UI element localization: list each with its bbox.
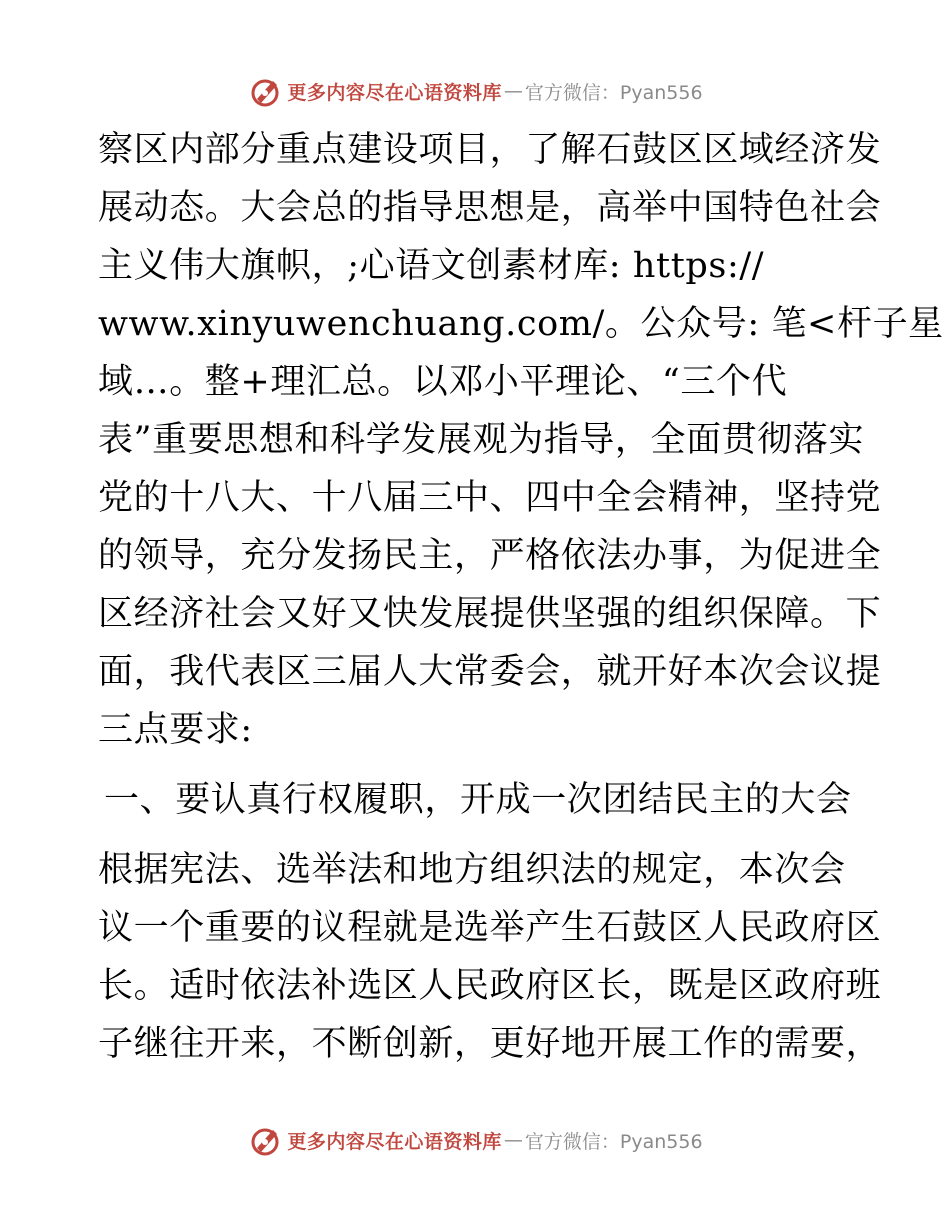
watermark-brand-text: 更多内容尽在心语资料库 (287, 81, 502, 104)
body-line: 长。适时依法补选区人民政府区长，既是区政府班 (98, 966, 882, 1006)
body-line: 议一个重要的议程就是选举产生石鼓区人民政府区 (98, 908, 882, 948)
body-line: 表”重要思想和科学发展观为指导，全面贯彻落实 (98, 420, 865, 460)
body-line: 面，我代表区三届人大常委会，就开好本次会议提 (98, 652, 882, 692)
watermark-wechat-text: 官方微信：Pyan556 (524, 1130, 703, 1153)
body-line: www.xinyuwenchuang.com/。公众号: 笔<杆子星 (98, 304, 944, 344)
body-line: 党的十八大、十八届三中、四中全会精神，坚持党 (98, 478, 882, 518)
quill-logo-icon (247, 73, 283, 109)
section-heading: 一、要认真行权履职，开成一次团结民主的大会 (104, 780, 852, 820)
watermark-brand-text: 更多内容尽在心语资料库 (287, 1130, 502, 1153)
body-line: 子继往开来，不断创新，更好地开展工作的需要， (98, 1024, 882, 1064)
body-line: 区经济社会又好又快发展提供坚强的组织保障。下 (98, 594, 882, 634)
document-body (98, 121, 944, 1073)
body-line: 的领导，充分发扬民主，严格依法办事，为促进全 (98, 536, 882, 576)
body-line: 察区内部分重点建设项目，了解石鼓区区域经济发 (98, 130, 882, 170)
body-line: 三点要求: (98, 710, 253, 750)
watermark-separator: — (503, 80, 523, 102)
body-line: 根据宪法、选举法和地方组织法的规定，本次会 (98, 850, 846, 890)
footer-watermark (0, 1120, 950, 1160)
body-line: 展动态。大会总的指导思想是，高举中国特色社会 (98, 188, 882, 228)
quill-logo-icon (247, 1122, 283, 1158)
body-line: 域…。整+理汇总。以邓小平理论、“三个代 (98, 362, 788, 402)
body-line: 主义伟大旗帜，;心语文创素材库: https:// (98, 246, 765, 286)
watermark-wechat-text: 官方微信：Pyan556 (524, 81, 703, 104)
header-watermark (0, 71, 950, 111)
watermark-separator: — (503, 1129, 523, 1151)
